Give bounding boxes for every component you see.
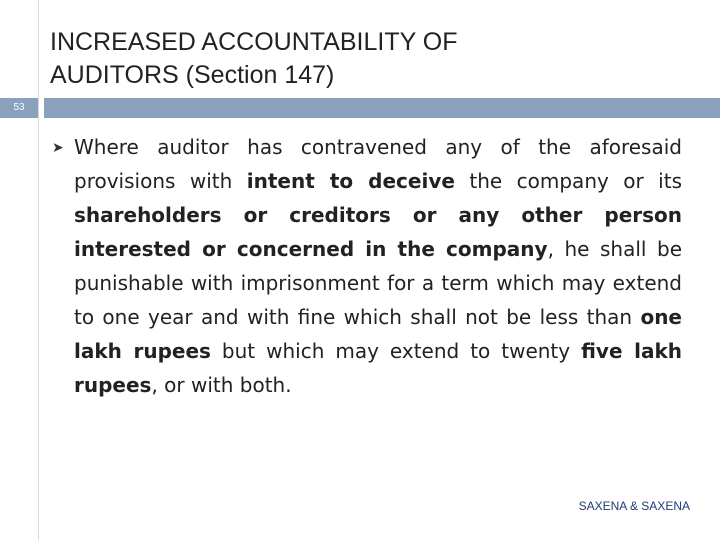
bullet-point [52, 130, 682, 402]
bold-text-run: five lakh rupees [74, 339, 682, 397]
bold-text-run: one lakh rupees [74, 305, 682, 363]
footer-firm-name: SAXENA & SAXENA [578, 499, 690, 513]
text-run: , or with both. [151, 373, 292, 397]
bold-text-run: intent to deceive [246, 169, 455, 193]
text-run: , he shall be punishable with imprisonment for a term which may extend to one year and with fine which shall not be less than [74, 237, 682, 329]
slide-title-line-1: INCREASED ACCOUNTABILITY OF [50, 28, 458, 56]
text-run: the company or its [454, 169, 682, 193]
slide-title [50, 26, 690, 92]
text-run: Where auditor has contravened any of the aforesaid provisions with [74, 135, 682, 193]
bold-text-run: shareholders or creditors or any other person interested or concerned in the company [74, 203, 682, 261]
left-margin-strip [0, 0, 39, 540]
slide-title-line-2: AUDITORS (Section 147) [50, 61, 335, 89]
arrowhead-bullet-icon: ➤ [52, 140, 64, 156]
slide-number: 53 [13, 102, 25, 113]
bullet-text [52, 130, 682, 402]
header-accent-bar [44, 98, 720, 118]
text-run: but which may extend to twenty [210, 339, 582, 363]
